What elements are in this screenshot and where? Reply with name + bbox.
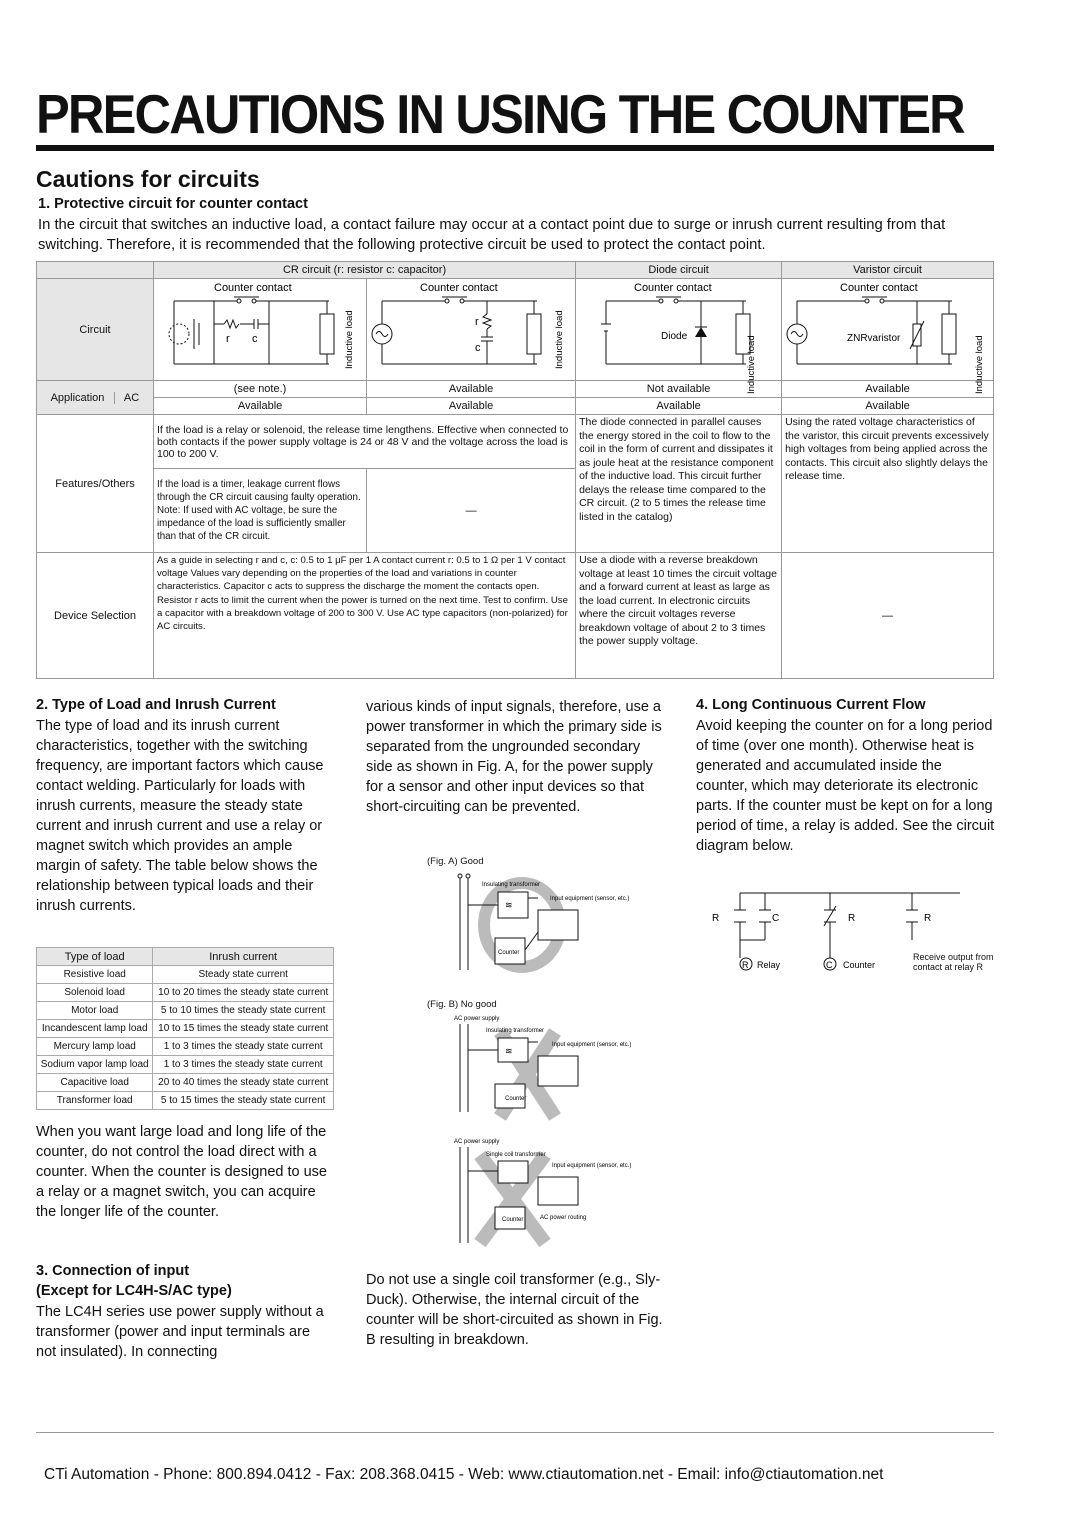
table-row xyxy=(37,1038,334,1056)
counter-label: Counter xyxy=(843,960,876,970)
title-underline xyxy=(36,145,994,151)
load-type: Resistive load xyxy=(37,966,153,984)
header-varistor: Varistor circuit xyxy=(782,262,994,279)
inductive-load-label: Inductive load xyxy=(554,310,566,369)
table-row xyxy=(37,1020,334,1038)
fig-b-caption: (Fig. B) No good xyxy=(427,999,497,1010)
input-equipment-label: Input equipment (sensor, etc.) xyxy=(552,1042,632,1048)
fig-c-diagram xyxy=(450,1135,632,1250)
inrush-value: 1 to 3 times the steady state current xyxy=(153,1056,334,1074)
znr-label: ZNRvaristor xyxy=(847,333,901,344)
device-diode: Use a diode with a reverse breakdown voltage at least 10 times the circuit voltage and a forward current at least as large as the load current. In electronic circuits where the circuit voltages reverse breakdown voltage of about 2 to 3 times the power supply voltage. xyxy=(576,553,782,679)
receive-output-label: Receive output from contact at relay R xyxy=(913,952,994,972)
single-coil-label: Single coil transformer xyxy=(486,1152,546,1158)
cc-label: Counter contact xyxy=(420,282,498,294)
features-cr-left: If the load is a timer, leakage current flows through the CR circuit causing faulty operation. Note: If used with AC voltage, be sure the impedance of the load is sufficiently smaller than that of the CR circuit. xyxy=(154,469,367,553)
cr-circuit-2 xyxy=(367,279,576,381)
dc-cr-1: Available xyxy=(154,398,367,415)
insulating-transformer-label: Insulating transformer xyxy=(486,1028,545,1034)
counter-label: Counter xyxy=(498,950,520,956)
section-heading: Cautions for circuits xyxy=(36,166,260,192)
load-type: Solenoid load xyxy=(37,984,153,1002)
cc-label: Counter contact xyxy=(840,282,918,294)
ac-varistor: Available xyxy=(782,381,994,398)
protective-circuit-table xyxy=(36,261,994,679)
cr-circuit-diagram-1 xyxy=(154,279,359,377)
ac-label: AC xyxy=(114,392,149,404)
inrush-table xyxy=(36,947,334,1110)
cc-label: Counter contact xyxy=(214,282,292,294)
inrush-value: Steady state current xyxy=(153,966,334,984)
page-title: PRECAUTIONS IN USING THE COUNTER xyxy=(36,83,964,145)
r-label-2: R xyxy=(848,913,856,924)
fig-a-diagram xyxy=(450,870,630,980)
row-label-application xyxy=(37,381,154,415)
row-label-circuit: Circuit xyxy=(37,279,154,381)
s1-text: In the circuit that switches an inductive load, a contact failure may occur at a contact point due to surge or inrush current resulting from that switching. Therefore, it is recommended that the following protective circuit be used to protect the contact point. xyxy=(38,217,946,253)
c-label: c xyxy=(475,342,481,354)
cc-label: Counter contact xyxy=(634,282,712,294)
table-row xyxy=(37,1002,334,1020)
counter-label: Counter xyxy=(502,1217,524,1223)
inductive-load-label: Inductive load xyxy=(974,335,986,394)
features-cr-top: If the load is a relay or solenoid, the release time lengthens. Effective when connected to both contacts if the power supply voltage is 24 or 48 V and the voltage across the load is 100 to 200 V. xyxy=(154,415,576,469)
table-row xyxy=(37,1074,334,1092)
inductive-load-label: Inductive load xyxy=(344,310,355,369)
s3-heading-2: (Except for LC4H-S/AC type) xyxy=(36,1283,232,1299)
relay-symbol-letter: R xyxy=(742,960,749,970)
c-label-1: C xyxy=(772,913,780,924)
s3-text: The LC4H series use power supply without a transformer (power and input terminals are not insulated). In connecting xyxy=(36,1304,324,1360)
load-type: Transformer load xyxy=(37,1092,153,1110)
features-cr-dash: — xyxy=(367,469,576,553)
ac-routing-label: AC power routing xyxy=(540,1215,587,1221)
fig-a-caption: (Fig. A) Good xyxy=(427,856,484,867)
header-diode: Diode circuit xyxy=(576,262,782,279)
s3-heading-1: 3. Connection of input xyxy=(36,1263,190,1279)
device-cr: As a guide in selecting r and c, c: 0.5 to 1 μF per 1 A contact current r: 0.5 to 1 Ω per 1 V contact voltage Values vary depending on the properties of the load and variations in counter characteristics. Capacitor c acts to suppress the discharge the moment the contacts open. Resistor r acts to limit the current when the power is turned on the next time. Test to confirm. Use a capacitor with a breakdown voltage of 200 to 300 V. Use AC type capacitors (non-polarized) for AC circuits. xyxy=(154,553,576,679)
cr-circuit-diagram-2 xyxy=(367,279,575,377)
s4-heading: 4. Long Continuous Current Flow xyxy=(696,697,926,713)
ac-supply-label: AC power supply xyxy=(454,1139,500,1145)
device-varistor: — xyxy=(782,553,994,679)
s3-after: Do not use a single coil transformer (e.g., Sly-Duck). Otherwise, the internal circuit of the counter will be short-circuited as shown in Fig. B resulting in breakdown. xyxy=(366,1272,663,1348)
table-row xyxy=(37,1056,334,1074)
r-label-1: R xyxy=(712,913,720,924)
load-type: Capacitive load xyxy=(37,1074,153,1092)
load-type: Sodium vapor lamp load xyxy=(37,1056,153,1074)
row-label-features: Features/Others xyxy=(37,415,154,553)
row-label-device: Device Selection xyxy=(37,553,154,679)
header-cr: CR circuit (r: resistor c: capacitor) xyxy=(154,262,576,279)
load-type: Motor load xyxy=(37,1002,153,1020)
inrush-header-type: Type of load xyxy=(37,948,153,966)
insulating-transformer-label: Insulating transformer xyxy=(482,882,541,888)
ac-cr-1: (see note.) xyxy=(154,381,367,398)
s3-text-cont: various kinds of input signals, therefore, use a power transformer in which the primary side is separated from the ungrounded secondary side as shown in Fig. A, for the power supply for a sensor and other input devices so that short-circuiting can be prevented. xyxy=(366,699,662,815)
cr-circuit-1 xyxy=(154,279,367,381)
dc-varistor: Available xyxy=(782,398,994,415)
features-varistor: Using the rated voltage characteristics of the varistor, this circuit prevents excessively high voltages from being applied across the contacts. This circuit also slightly delays the release time. xyxy=(782,415,994,553)
counter-label: Counter xyxy=(505,1096,527,1102)
s4-text: Avoid keeping the counter on for a long period of time (over one month). Otherwise heat is generated and accumulated inside the counter, which may deteriorate its electronic parts. If the counter must be kept on for a long period of time, a relay is added. See the circuit diagram below. xyxy=(696,718,995,854)
input-equipment-label: Input equipment (sensor, etc.) xyxy=(550,896,630,902)
relay-label: Relay xyxy=(757,960,781,970)
svg-text:≋: ≋ xyxy=(505,1047,513,1057)
inrush-header-current: Inrush current xyxy=(153,948,334,966)
table-row xyxy=(37,966,334,984)
svg-text:≋: ≋ xyxy=(505,901,513,911)
features-diode: The diode connected in parallel causes the energy stored in the coil to flow to the coil in the form of current and dissipates it as joule heat at the resistance component of the inductive load. This circuit further delays the release time compared to the CR circuit. (2 to 5 times the release time listed in the catalog) xyxy=(576,415,782,553)
r-label-3: R xyxy=(924,913,932,924)
counter-symbol-letter: C xyxy=(826,960,833,970)
diode-label: Diode xyxy=(661,331,688,342)
inrush-value: 5 to 15 times the steady state current xyxy=(153,1092,334,1110)
footer-contact: CTi Automation - Phone: 800.894.0412 - Fax: 208.368.0415 - Web: www.ctiautomation.net - Email: info@ctiautomation.net xyxy=(44,1466,884,1483)
inrush-value: 10 to 20 times the steady state current xyxy=(153,984,334,1002)
input-equipment-label: Input equipment (sensor, etc.) xyxy=(552,1163,632,1169)
r-label: r xyxy=(226,333,230,345)
s2-after: When you want large load and long life of the counter, do not control the load direct with a counter. When the counter is designed to use a relay or a magnet switch, you can acquire the longer life of the counter. xyxy=(36,1124,327,1220)
table-row xyxy=(37,1092,334,1110)
footer-divider xyxy=(36,1432,994,1433)
dc-diode: Available xyxy=(576,398,782,415)
inrush-value: 5 to 10 times the steady state current xyxy=(153,1002,334,1020)
fig-b-diagram xyxy=(450,1012,632,1122)
dc-cr-2: Available xyxy=(367,398,576,415)
ac-supply-label: AC power supply xyxy=(454,1016,500,1022)
inductive-load-label: Inductive load xyxy=(746,335,758,394)
inrush-value: 20 to 40 times the steady state current xyxy=(153,1074,334,1092)
r-label: r xyxy=(475,316,479,328)
relay-circuit-diagram xyxy=(700,888,995,988)
corner-cell xyxy=(37,262,154,279)
ac-diode: Not available xyxy=(576,381,782,398)
s2-heading: 2. Type of Load and Inrush Current xyxy=(36,697,276,713)
table-row xyxy=(37,984,334,1002)
ac-cr-2: Available xyxy=(367,381,576,398)
load-type: Incandescent lamp load xyxy=(37,1020,153,1038)
s2-text: The type of load and its inrush current characteristics, together with the switching frequency, are important factors which cause contact welding. Particularly for loads with inrush currents, measure the steady state current and inrush current and use a relay or magnet switch which provides an ample margin of safety. The table below shows the relationship between typical loads and their inrush currents. xyxy=(36,718,324,914)
inrush-value: 1 to 3 times the steady state current xyxy=(153,1038,334,1056)
s1-heading: 1. Protective circuit for counter contact xyxy=(38,196,308,212)
application-label: Application xyxy=(50,391,105,404)
inrush-value: 10 to 15 times the steady state current xyxy=(153,1020,334,1038)
c-label: c xyxy=(252,333,258,345)
load-type: Mercury lamp load xyxy=(37,1038,153,1056)
